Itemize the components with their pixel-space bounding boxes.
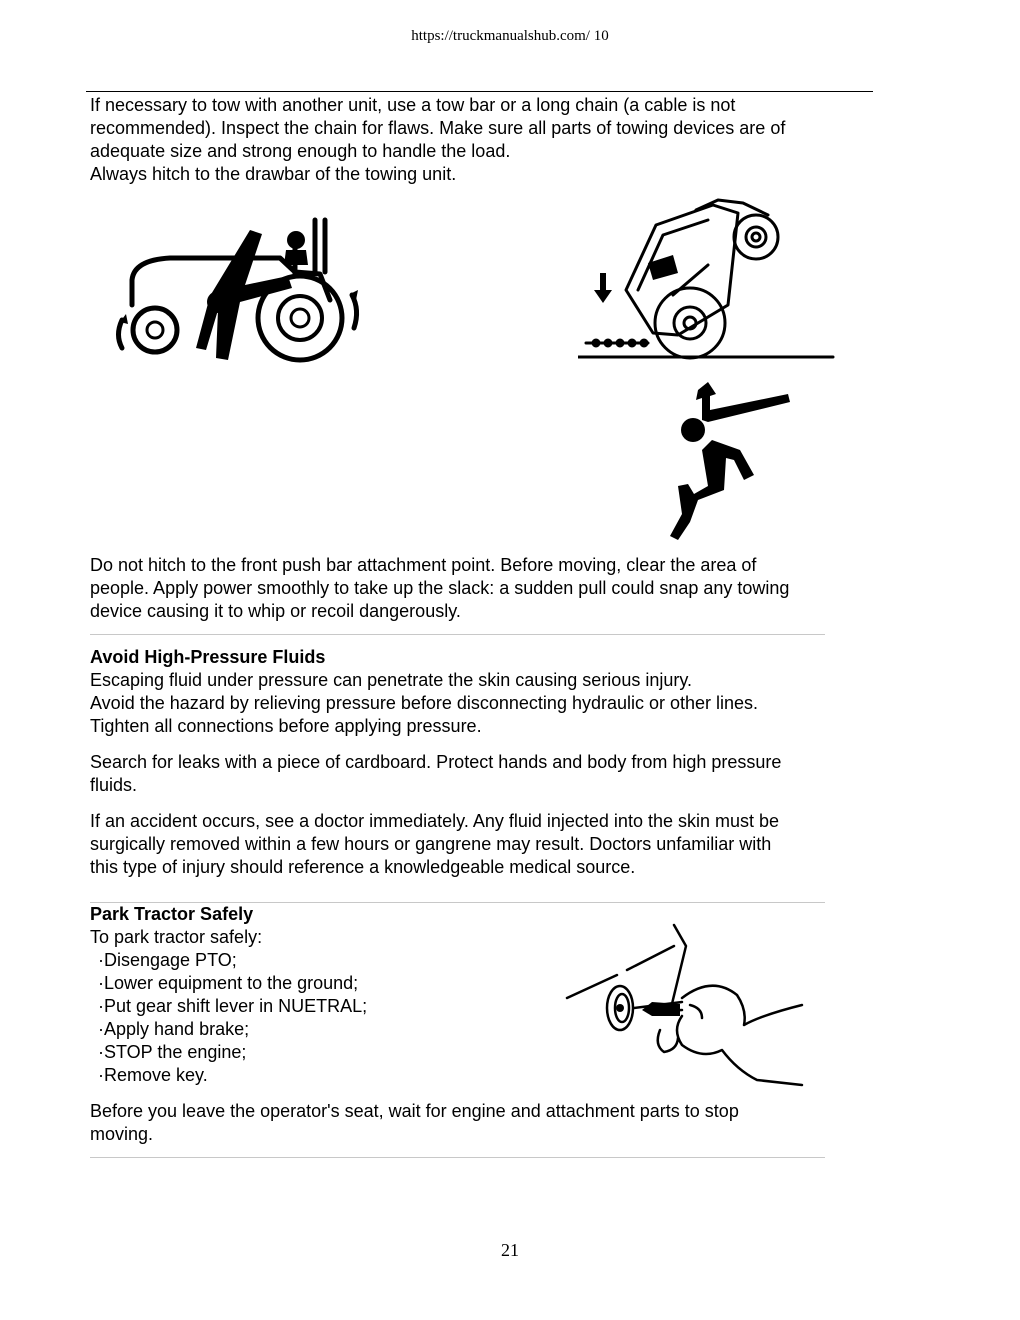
- park-leave-line: Before you leave the operator's seat, wait for engine and attachment parts to stop: [90, 1101, 739, 1121]
- page-header-url: https://truckmanualshub.com/ 10: [411, 28, 609, 44]
- list-item: ·Lower equipment to the ground;: [98, 973, 359, 993]
- list-item: ·STOP the engine;: [98, 1042, 247, 1062]
- fluids-heading: Avoid High-Pressure Fluids: [90, 647, 326, 667]
- fluids-accident-line: this type of injury should reference a knowledgeable medical source.: [90, 857, 636, 877]
- list-item: ·Apply hand brake;: [98, 1019, 250, 1039]
- towing-warning-line: Do not hitch to the front push bar attachment point. Before moving, clear the area of: [90, 555, 757, 575]
- page-number: 21: [501, 1240, 519, 1260]
- header-rule: [86, 91, 873, 92]
- fluids-accident-line: surgically removed within a few hours or gangrene may result. Doctors unfamiliar with: [90, 834, 772, 854]
- fluids-leak-line: fluids.: [90, 775, 138, 795]
- park-intro: To park tractor safely:: [90, 927, 263, 947]
- towing-line: recommended). Inspect the chain for flaws. Make sure all parts of towing devices are of: [90, 118, 786, 138]
- fluids-line: Avoid the hazard by relieving pressure before disconnecting hydraulic or other lines.: [90, 693, 759, 713]
- park-heading: Park Tractor Safely: [90, 904, 254, 924]
- fluids-section: [90, 646, 880, 738]
- remove-key-figure: [562, 920, 812, 1090]
- towing-line: adequate size and strong enough to handle the load.: [90, 141, 511, 161]
- towing-warning-paragraph: [90, 554, 880, 623]
- list-item: ·Put gear shift lever in NUETRAL;: [98, 996, 368, 1016]
- park-leave-line: moving.: [90, 1124, 154, 1144]
- section-divider: [90, 1157, 825, 1158]
- park-leave-paragraph: [90, 1100, 880, 1146]
- fluids-leak-line: Search for leaks with a piece of cardboard. Protect hands and body from high pressure: [90, 752, 782, 772]
- list-item: ·Remove key.: [98, 1065, 208, 1085]
- section-divider: [90, 634, 825, 635]
- towing-warning-line: people. Apply power smoothly to take up the slack: a sudden pull could snap any towing: [90, 578, 790, 598]
- towing-line: Always hitch to the drawbar of the towing unit.: [90, 164, 457, 184]
- fluids-accident-paragraph: [90, 810, 880, 879]
- towing-paragraph: [90, 94, 880, 186]
- towing-line: If necessary to tow with another unit, use a tow bar or a long chain (a cable is not: [90, 95, 736, 115]
- fluids-line: Escaping fluid under pressure can penetrate the skin causing serious injury.: [90, 670, 693, 690]
- list-item: ·Disengage PTO;: [98, 950, 237, 970]
- recoil-hazard-figure: [668, 380, 798, 545]
- fluids-line: Tighten all connections before applying pressure.: [90, 716, 482, 736]
- towing-warning-line: device causing it to whip or recoil dangerously.: [90, 601, 461, 621]
- tractor-hazard-figure-left: [110, 210, 370, 370]
- fluids-accident-line: If an accident occurs, see a doctor immediately. Any fluid injected into the skin must be: [90, 811, 780, 831]
- tractor-flipping-figure: [578, 195, 838, 365]
- fluids-leak-paragraph: [90, 751, 880, 797]
